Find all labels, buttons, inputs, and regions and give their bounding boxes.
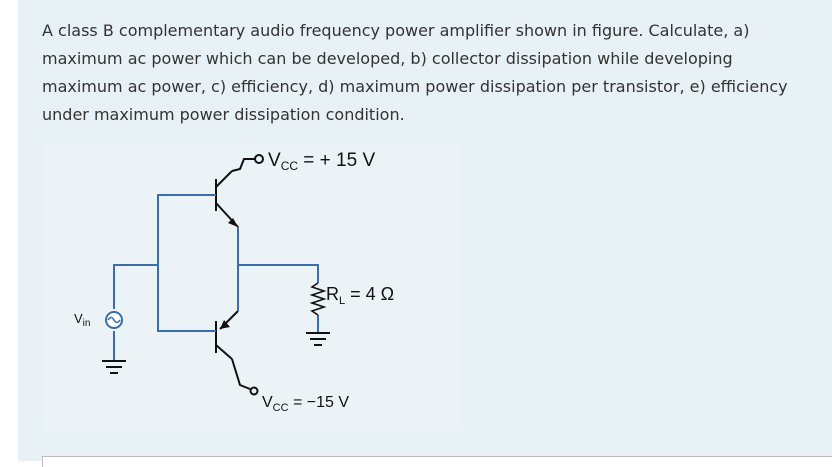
input-voltage-label: $V_{in}$	[74, 311, 91, 329]
question-card	[18, 0, 832, 461]
vcc-positive-label: $V_{CC}$ = + 15 V	[268, 150, 376, 173]
vcc-positive-terminal	[232, 155, 263, 171]
npn-transistor	[216, 171, 238, 227]
answer-input[interactable]	[42, 456, 832, 467]
pnp-transistor	[216, 311, 250, 389]
vcc-negative-terminal	[251, 388, 258, 395]
source-ground-symbol	[102, 361, 126, 373]
load-ground-symbol	[306, 333, 330, 345]
load-resistor-label: $R_L = 4$ Ω	[326, 284, 395, 307]
question-text: A class B complementary audio frequency power amplifier shown in figure. Calculate, a) maximum ac power which can be developed, b) collector dissipation while developing maximum ac power, c) efficiency, d) maximum power dissipation per transistor, e) efficiency under maximum power dissipation condition.	[42, 21, 788, 124]
vcc-negative-label: $V_{CC} = -15$ V	[262, 394, 350, 414]
circuit-diagram	[44, 143, 462, 430]
load-resistor	[312, 283, 324, 315]
circuit-figure	[44, 143, 462, 430]
